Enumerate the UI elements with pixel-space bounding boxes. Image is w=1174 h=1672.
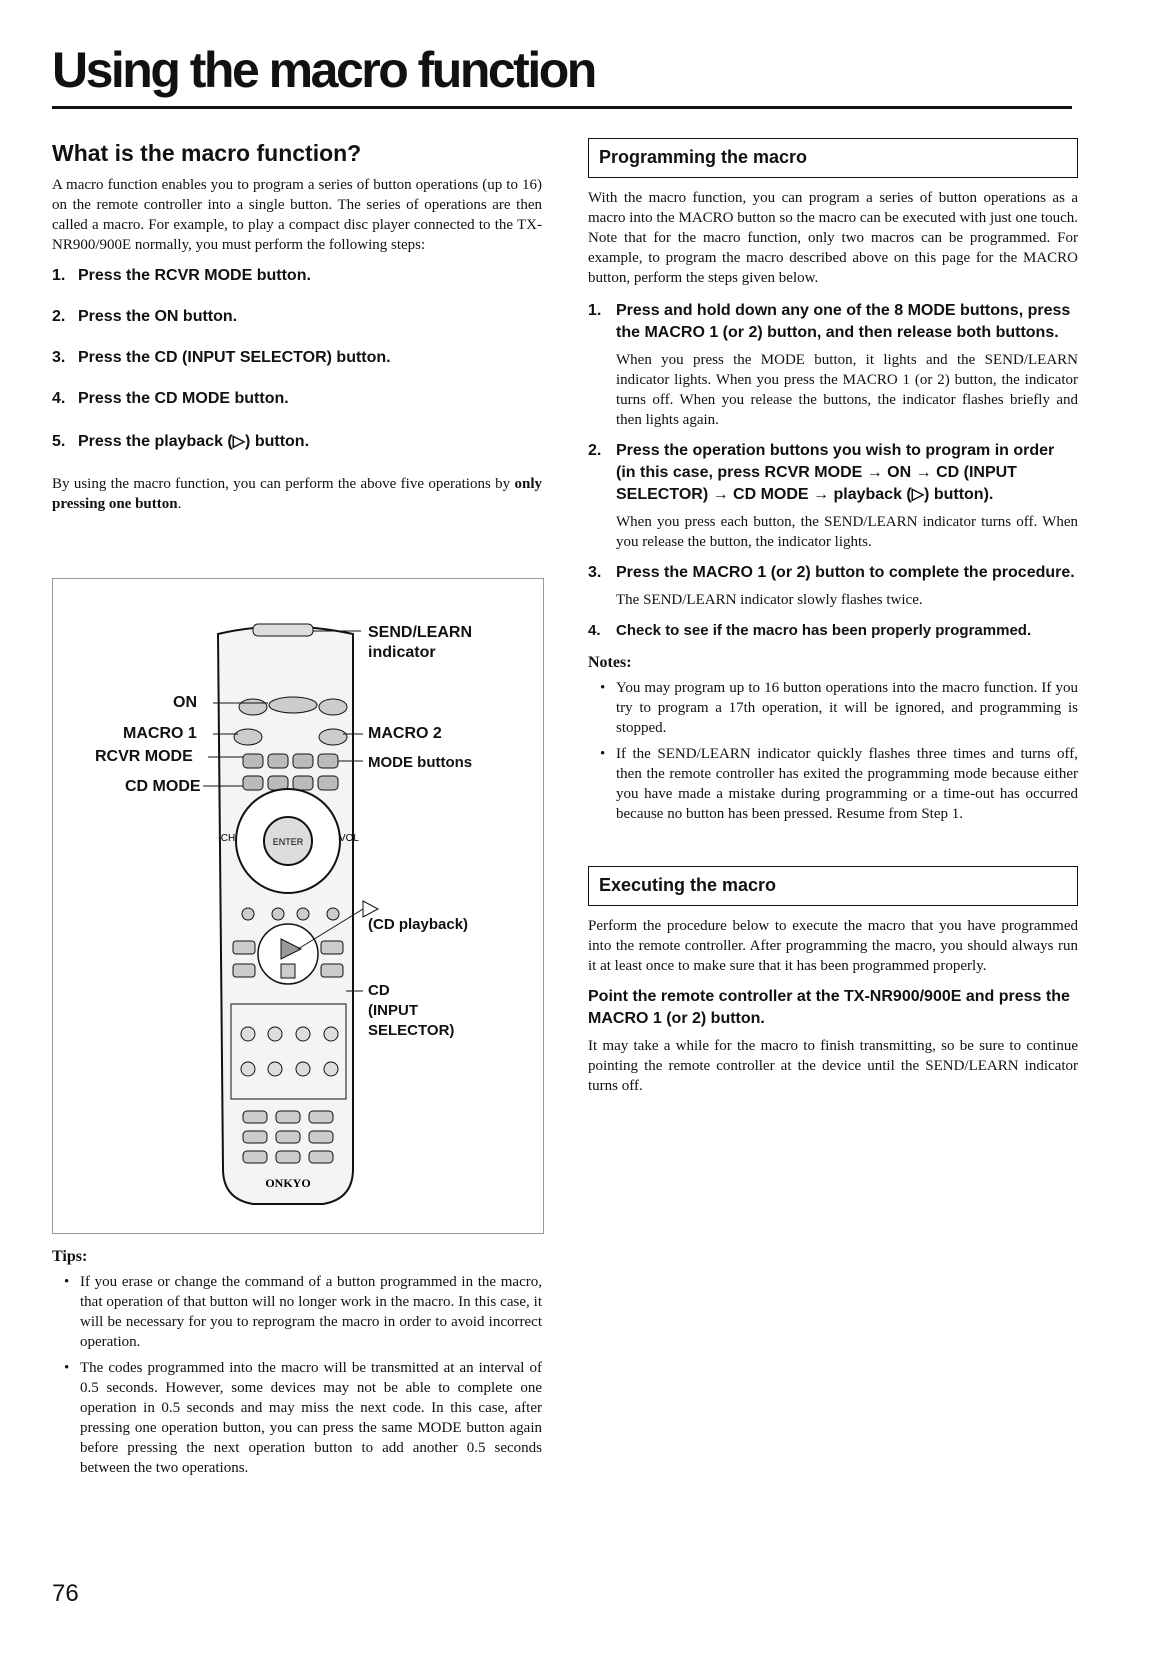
page-number: 76 xyxy=(52,1580,79,1607)
remote-controller-figure xyxy=(52,578,544,1234)
tips-list xyxy=(52,1272,542,1478)
programming-step: 1. Press and hold down any one of the 8 MODE buttons, press the MACRO 1 (or 2) button, and then release both buttons. When you press the MODE button, it lights and the SEND/LEARN indicator lights. When you press the MACRO 1 (or 2) button, the indicator turns off. When you release the buttons, the indicator flashes briefly and then lights again. xyxy=(588,302,1078,428)
ch-button-text: CH xyxy=(220,833,236,844)
executing-instruction: Point the remote controller at the TX-NR900/900E and press the MACRO 1 (or 2) button. xyxy=(588,988,1070,1027)
on-label: ON xyxy=(173,694,197,711)
programming-step: 2. Press the operation buttons you wish to program in order (in this case, press RCVR MODE → ON → CD (INPUT SELECTOR) → CD MODE → playback (▷) button). When you press each button, the SEND/LEARN indicator turns off. When you release the button, the indicator lights. xyxy=(588,442,1078,550)
example-step: 4. Press the CD MODE button. xyxy=(52,390,289,407)
cd-input-selector-label: CD (INPUT SELECTOR) xyxy=(368,982,455,1039)
left-column xyxy=(52,140,542,514)
cd-playback-label: (CD playback) xyxy=(368,916,469,933)
note-item: • If the SEND/LEARN indicator quickly flashes three times and turns off, then the remote controller has exited the programming mode because either you have made a mistake during programming or a time-out has occurred because no button has been pressed. Resume from Step 1. xyxy=(588,744,1078,824)
page-title: Using the macro function xyxy=(52,38,1072,109)
example-steps-list xyxy=(52,267,542,451)
programming-step: 4. Check to see if the macro has been properly programmed. xyxy=(588,622,1032,639)
example-step: 2. Press the ON button. xyxy=(52,308,238,325)
rcvr-mode-label: RCVR MODE xyxy=(95,748,193,765)
tips-heading: Tips: xyxy=(52,1248,88,1265)
executing-intro: Perform the procedure below to execute the macro that you have programmed into the remote controller. After programming the macro, you should always run it at least once to make sure that it has been programmed properly. xyxy=(588,918,1078,974)
section-heading-what-is: What is the macro function? xyxy=(52,140,362,166)
executing-body: It may take a while for the macro to finish transmitting, so be sure to continue pointing the remote controller at the device until the SEND/LEARN indicator turns off. xyxy=(588,1038,1078,1094)
notes-heading: Notes: xyxy=(588,654,632,671)
enter-button-text: ENTER xyxy=(272,837,304,847)
onkyo-logo-text: ONKYO xyxy=(265,1176,311,1190)
programming-step: 3. Press the MACRO 1 (or 2) button to complete the procedure. The SEND/LEARN indicator slowly flashes twice. xyxy=(588,564,1075,608)
right-column xyxy=(588,138,1078,1096)
send-learn-indicator-label: SEND/LEARN indicator xyxy=(368,624,473,661)
tips-section xyxy=(52,1248,542,1484)
programming-steps xyxy=(588,300,1078,642)
macro1-label: MACRO 1 xyxy=(123,725,197,742)
remote-controller-illustration xyxy=(53,579,543,1233)
programming-intro: With the macro function, you can program a series of button operations as a macro into the MACRO button so the macro can be executed with just one touch. Note that for the macro function, only two macros can be programmed. For example, to program the macro described above on this page for the MACRO button, perform the steps given below. xyxy=(588,190,1078,286)
example-step: 1. Press the RCVR MODE button. xyxy=(52,267,311,284)
notes-list xyxy=(588,678,1078,824)
cd-mode-label: CD MODE xyxy=(125,778,201,795)
example-step: 3. Press the CD (INPUT SELECTOR) button. xyxy=(52,349,391,366)
intro-paragraph: A macro function enables you to program a series of button operations (up to 16) on the remote controller into a single button. The series of operations are then called a macro. For example, to play a compact disc player connected to the TX-NR900/900E normally, you must perform the following steps: xyxy=(52,177,542,253)
executing-heading: Executing the macro xyxy=(588,866,1078,906)
tip-item: • The codes programmed into the macro will be transmitted at an interval of 0.5 seconds. However, some devices may not be able to complete one operation in 0.5 seconds and may miss the next code. In this case, after pressing one operation button, you can press the same MODE button again before pressing the next operation button to add another 0.5 seconds between the two operations. xyxy=(52,1358,542,1478)
summary-paragraph: By using the macro function, you can perform the above five operations by only pressing one button. xyxy=(52,476,542,512)
vol-button-text: VOL xyxy=(338,833,360,844)
note-item: • You may program up to 16 button operations into the macro function. If you try to program a 17th operation, it will be ignored, and programming is stopped. xyxy=(588,678,1078,738)
tip-item: • If you erase or change the command of a button programmed in the macro, that operation of that button will no longer work in the macro. In this case, it will be necessary for you to reprogram the macro in order to avoid incorrect operation. xyxy=(52,1272,542,1352)
programming-heading: Programming the macro xyxy=(588,138,1078,178)
example-step: 5. Press the playback (▷) button. xyxy=(52,433,310,450)
mode-buttons-label: MODE buttons xyxy=(368,754,473,771)
macro2-label: MACRO 2 xyxy=(368,725,442,742)
